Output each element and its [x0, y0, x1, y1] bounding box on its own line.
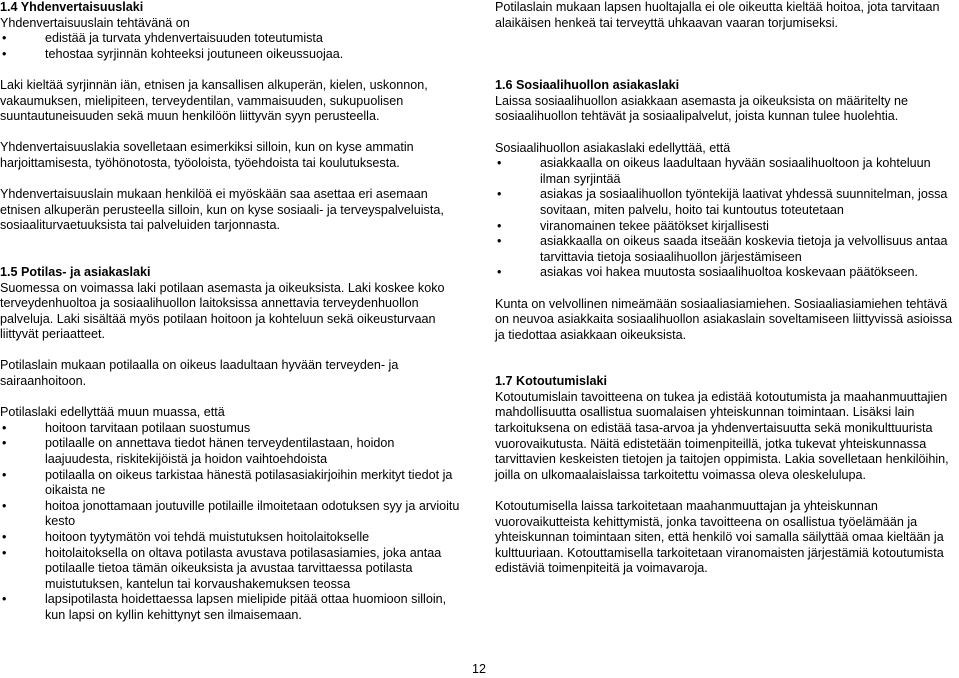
list-item: • edistää ja turvata yhdenvertaisuuden toteutumista [0, 31, 462, 47]
paragraph: Potilaslain mukaan potilaalla on oikeus laadultaan hyvään terveyden- ja sairaanhoitoon. [0, 358, 399, 389]
paragraph: Kotoutumislain tavoitteena on tukea ja edistää kotoutumista ja maahanmuuttajien mahdollisuutta osallistua suomalaisen yhteiskunnan toimintaan. Lisäksi lain tarkoituksena on edistää tasa-arvoa ja yhdenvertaisuutta sekä monikulttuurista vuorovaikutusta. Näitä edistetään toimenpiteillä, jotka tukevat yhteiskunnassa tarvittavien keskeisten tietojen ja taitojen oppimista. Lakia sovelletaan henkilöihin, joilla on ulkomaalaislaissa tarkoitettu voimassa oleva oleskelulupa. [495, 389, 949, 482]
paragraph: Yhdenvertaisuuslakia sovelletaan esimerkiksi silloin, kun on kyse ammatin harjoittamisesta, työhönotosta, työoloista, työehdoista tai koulutuksesta. [0, 140, 414, 170]
list-item: • hoitoa jonottamaan joutuville potilaille ilmoitetaan odotuksen syy ja arvioitu kesto [0, 499, 462, 530]
bullet-list [0, 31, 462, 62]
paragraph: Kunta on velvollinen nimeämään sosiaaliasiamiehen. Sosiaaliasiamiehen tehtävä on neuvoa asiakkaita sosiaalihuollon asiakaslain soveltamiseen liittyvissä asioissa ja tiedottaa asiakkaan oikeuksista. [495, 296, 953, 342]
section-heading-1-6: 1.6 Sosiaalihuollon asiakaslaki [495, 78, 680, 93]
paragraph: Potilaslaki edellyttää muun muassa, että [0, 405, 225, 420]
paragraph: Yhdenvertaisuuslain tehtävänä on [0, 15, 190, 30]
list-item: • hoitoon tarvitaan potilaan suostumus [0, 421, 462, 437]
page-number: 12 [472, 662, 487, 676]
section-heading-1-7: 1.7 Kotoutumislaki [495, 374, 607, 389]
section-heading-1-4: 1.4 Yhdenvertaisuuslaki [0, 0, 144, 14]
paragraph: Yhdenvertaisuuslain mukaan henkilöä ei myöskään saa asettaa eri asemaan etnisen alkuperän perusteella silloin, kun on kyse sosiaali- ja terveyspalveluista, sosiaaliturvaetuuksista tai palveluiden tarjonnasta. [0, 187, 444, 233]
list-item: • potilaalla on oikeus tarkistaa hänestä potilasasiakirjoihin merkityt tiedot ja oikaista ne [0, 468, 462, 499]
list-item: • asiakkaalla on oikeus saada itseään koskevia tietoja ja velvollisuus antaa tarvittavia tietoja sosiaalihuollon järjestämiseen [495, 234, 959, 265]
list-item: • asiakas voi hakea muutosta sosiaalihuoltoa koskevaan päätökseen. [495, 265, 959, 281]
list-item: • hoitolaitoksella on oltava potilasta avustava potilasasiamies, joka antaa potilaalle tietoa tämän oikeuksista ja avustaa tarvittaessa potilasta muistutuksen, kantelun tai korvaushakemuksen teossa [0, 546, 462, 593]
paragraph: Laissa sosiaalihuollon asiakkaan asemasta ja oikeuksista on määritelty ne sosiaalihuollon tehtävät ja sosiaalipalvelut, joista kunnan tulee huolehtia. [495, 93, 909, 124]
list-item: • viranomainen tekee päätökset kirjallisesti [495, 219, 959, 235]
bullet-list [0, 421, 462, 624]
section-heading-1-5: 1.5 Potilas- ja asiakaslaki [0, 264, 151, 279]
bullet-list [495, 156, 959, 281]
list-item: • hoitoon tyytymätön voi tehdä muistutuksen hoitolaitokselle [0, 530, 462, 546]
list-item: • tehostaa syrjinnän kohteeksi joutuneen oikeussuojaa. [0, 47, 462, 63]
paragraph: Suomessa on voimassa laki potilaan asemasta ja oikeuksista. Laki koskee koko terveydenhuoltoa ja sosiaalihuollon laitoksissa annettavia terveydenhuollon palveluja. Laki sisältää myös potilaan hoitoon ja kohteluun sekä oikeusturvaan liittyvät periaatteet. [0, 280, 445, 342]
paragraph: Potilaslain mukaan lapsen huoltajalla ei ole oikeutta kieltää hoitoa, jota tarvitaan alaikäisen henkeä tai terveyttä uhkaavan vaaran torjumiseksi. [495, 0, 940, 30]
list-item: • asiakkaalla on oikeus laadultaan hyvään sosiaalihuoltoon ja kohteluun ilman syrjintää [495, 156, 959, 187]
list-item: • asiakas ja sosiaalihuollon työntekijä laativat yhdessä suunnitelman, jossa sovitaan, miten palvelu, hoito tai kuntoutus toteutetaan [495, 187, 959, 218]
paragraph: Sosiaalihuollon asiakaslaki edellyttää, että [495, 140, 731, 155]
right-column [495, 0, 959, 577]
paragraph: Laki kieltää syrjinnän iän, etnisen ja kansallisen alkuperän, kielen, uskonnon, vakaumuksen, mielipiteen, terveydentilan, vammaisuuden, sukupuolisen suuntautuneisuuden sekä muun henkilöön liittyvän syyn perusteella. [0, 77, 428, 124]
list-item: • potilaalle on annettava tiedot hänen terveydentilastaan, hoidon laajuudesta, riskitekijöistä ja hoidon vaihtoehdoista [0, 436, 462, 467]
paragraph: Kotoutumisella laissa tarkoitetaan maahanmuuttajan ja yhteiskunnan vuorovaikutteista kehittymistä, jonka tavoitteena on osallistua työelämään ja yhteiskunnan toimintaan siten, että henkilö voi samalla säilyttää omaa kieltään ja kulttuuriaan. Kotouttamisella tarkoitetaan viranomaisten järjestämiä kotoutumista edistäviä toimenpiteitä ja voimavaroja. [495, 499, 944, 576]
list-item: • lapsipotilasta hoidettaessa lapsen mielipide pitää ottaa huomioon silloin, kun lapsi on kyllin kehittynyt sen ilmaisemaan. [0, 592, 462, 623]
left-column [0, 0, 462, 624]
